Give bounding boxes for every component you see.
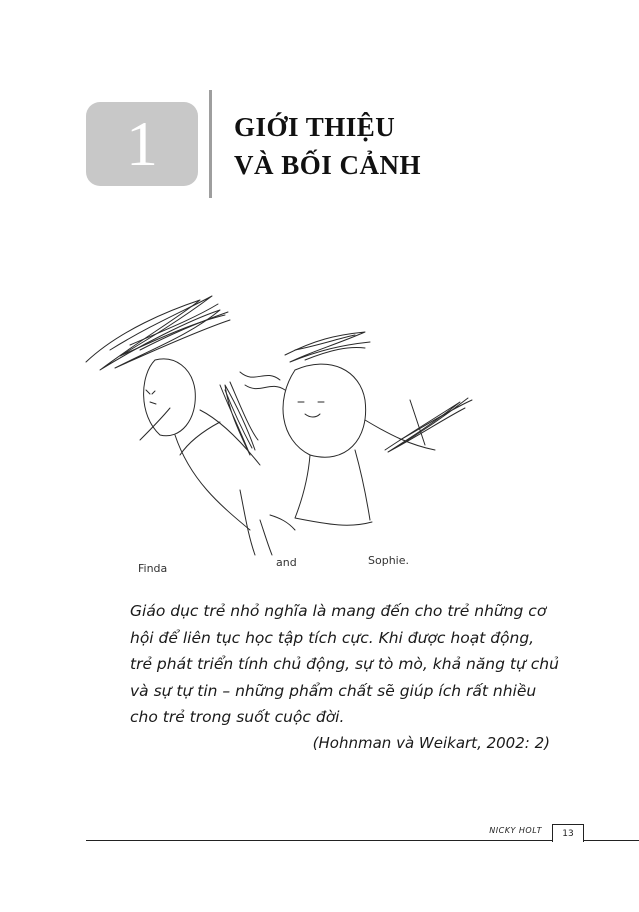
scribble-center bbox=[220, 372, 285, 455]
head-left bbox=[144, 359, 196, 436]
legs-left bbox=[240, 490, 295, 555]
scribble-hair-right bbox=[285, 332, 370, 362]
body-left bbox=[175, 410, 272, 555]
footer-author: NICKY HOLT bbox=[489, 826, 542, 835]
drawing-caption-left: Finda bbox=[138, 562, 168, 575]
chapter-divider bbox=[209, 90, 212, 198]
child-drawing bbox=[80, 290, 560, 580]
epigraph-citation: (Hohnman và Weikart, 2002: 2) bbox=[312, 734, 550, 752]
epigraph-quote: Giáo dục trẻ nhỏ nghĩa là mang đến cho trẻ những cơ hội để liên tục học tập tích cực. Khi được hoạt động, trẻ phát triển tính chủ động, sự tò mò, khả năng tự chủ và sự tự tin – những phẩm chất sẽ giúp ích rất nhiều cho trẻ trong suốt cuộc đời. bbox=[130, 602, 559, 726]
head-right bbox=[283, 364, 366, 457]
chapter-number-box bbox=[86, 102, 198, 186]
chapter-title-line-1: GIỚI THIỆU bbox=[234, 112, 396, 142]
body-right bbox=[295, 450, 372, 525]
chapter-number: 1 bbox=[126, 108, 158, 179]
chapter-title bbox=[234, 108, 421, 184]
page-number: 13 bbox=[552, 824, 584, 842]
chapter-title-line-2: VÀ BỐI CẢNH bbox=[234, 150, 422, 180]
drawing-caption-right: Sophie. bbox=[368, 554, 409, 567]
face-right bbox=[298, 402, 324, 417]
face-left bbox=[146, 390, 156, 404]
scribble-right bbox=[385, 398, 472, 452]
drawing-caption-middle: and bbox=[276, 556, 297, 569]
